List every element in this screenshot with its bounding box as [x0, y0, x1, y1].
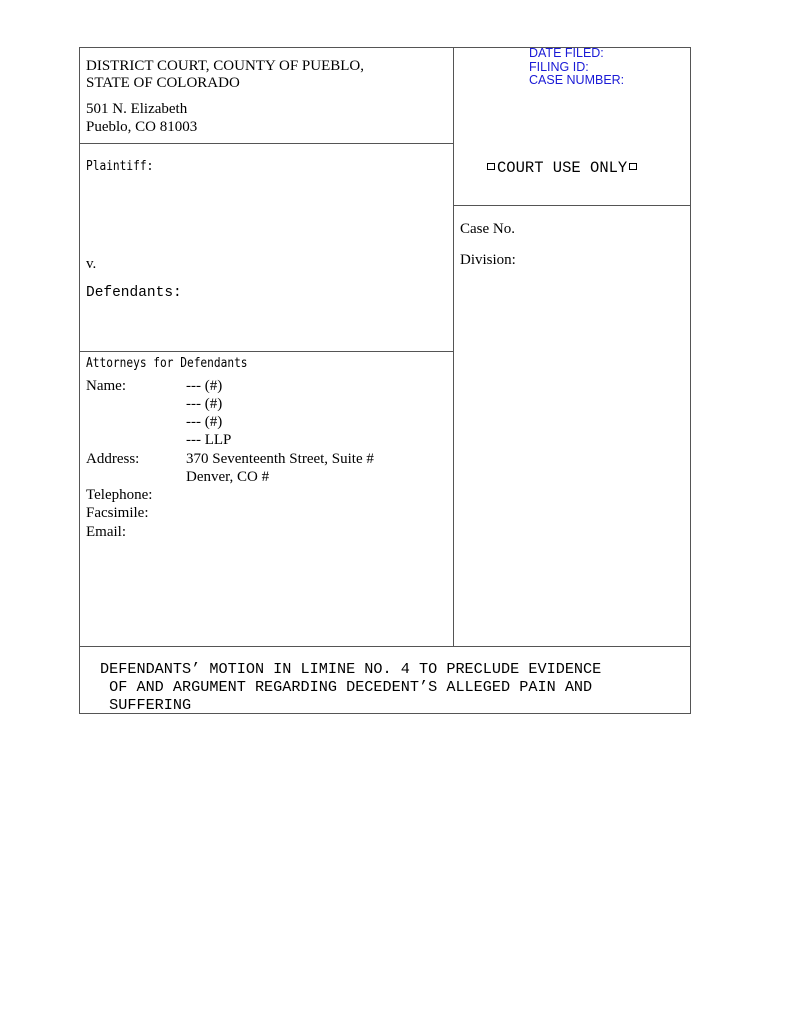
attorney-firm: --- LLP [186, 432, 232, 448]
box-icon [629, 163, 637, 170]
document-title-line2: OF AND ARGUMENT REGARDING DECEDENT’S ALLEGED PAIN AND [100, 678, 593, 696]
right-separator [453, 205, 691, 206]
column-divider [453, 47, 454, 646]
court-address-line1: 501 N. Elizabeth [86, 101, 188, 117]
division-label: Division: [460, 252, 516, 268]
plaintiff-label: Plaintiff: [86, 159, 154, 174]
attorney-name-1: --- (#) [186, 378, 223, 394]
telephone-label: Telephone: [86, 487, 153, 503]
address-line-2: Denver, CO # [186, 469, 270, 485]
border-left [79, 47, 80, 714]
address-line-1: 370 Seventeenth Street, Suite # [186, 451, 374, 467]
address-label: Address: [86, 451, 140, 467]
attorney-name-3: --- (#) [186, 414, 223, 430]
name-label: Name: [86, 378, 126, 394]
court-name-line1: DISTRICT COURT, COUNTY OF PUEBLO, [86, 58, 365, 74]
filing-info [529, 47, 624, 88]
box-icon [487, 163, 495, 170]
court-name-line2: STATE OF COLORADO [86, 75, 240, 91]
court-use-only-marker [485, 159, 639, 177]
defendants-label: Defendants: [86, 285, 182, 301]
attorneys-heading: Attorneys for Defendants [86, 356, 248, 371]
facsimile-label: Facsimile: [86, 505, 149, 521]
document-title-line1: DEFENDANTS’ MOTION IN LIMINE NO. 4 TO PRECLUDE EVIDENCE [100, 660, 602, 678]
versus-label: v. [86, 256, 97, 272]
case-number-label: CASE NUMBER: [529, 73, 625, 87]
court-address-line2: Pueblo, CO 81003 [86, 119, 198, 135]
attorney-name-2: --- (#) [186, 396, 223, 412]
case-no-label: Case No. [460, 221, 515, 237]
title-separator [79, 646, 691, 647]
court-use-only-text: COURT USE ONLY [497, 159, 628, 177]
border-right [690, 47, 691, 714]
date-filed-label: DATE FILED: [529, 46, 604, 60]
left-separator-1 [79, 143, 454, 144]
document-title-line3: SUFFERING [100, 696, 192, 714]
filing-id-label: FILING ID: [529, 59, 589, 74]
email-label: Email: [86, 524, 126, 540]
caption-table [79, 47, 691, 714]
left-separator-2 [79, 351, 454, 352]
document-title [100, 660, 601, 714]
